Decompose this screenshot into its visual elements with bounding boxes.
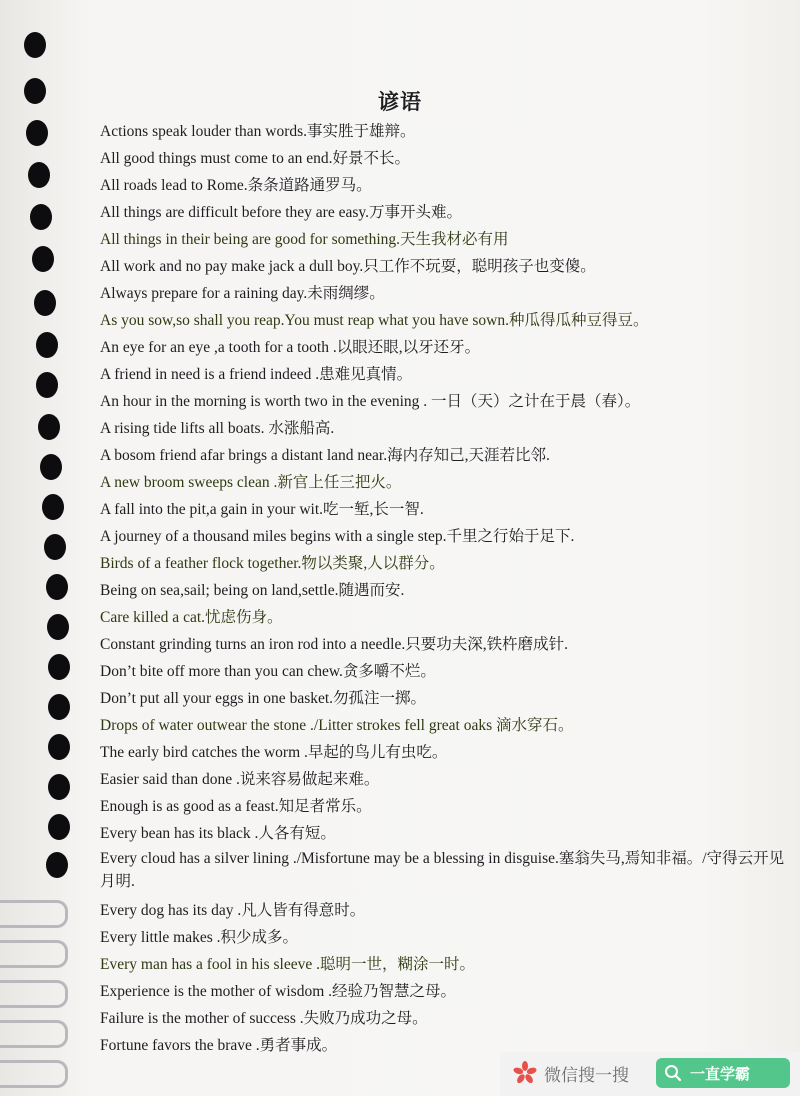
proverb-line: Every little makes .积少成多。 <box>100 929 299 946</box>
binding-hole <box>48 654 70 680</box>
proverb-line: An eye for an eye ,a tooth for a tooth .以眼还眼,以牙还牙。 <box>100 339 481 356</box>
proverb-line: As you sow,so shall you reap.You must reap what you have sown.种瓜得瓜种豆得豆。 <box>100 312 649 329</box>
watermark-search-label: 一直学霸 <box>690 1065 751 1083</box>
proverb-line: All roads lead to Rome.条条道路通罗马。 <box>100 177 372 194</box>
wechat-search-logo-icon <box>512 1060 538 1086</box>
proverb-line: A new broom sweeps clean .新官上任三把火。 <box>100 474 402 491</box>
binding-hole <box>36 372 58 398</box>
binding-hole <box>44 534 66 560</box>
proverb-line: Being on sea,sail; being on land,settle.随遇而安. <box>100 582 405 599</box>
proverb-list <box>100 118 790 1059</box>
binding-hole <box>46 852 68 878</box>
proverb-line: A journey of a thousand miles begins with a single step.千里之行始于足下. <box>100 528 575 545</box>
binding-hole <box>48 694 70 720</box>
proverb-line: A rising tide lifts all boats. 水涨船高. <box>100 420 335 437</box>
binding-hole <box>26 120 48 146</box>
proverb-line: A friend in need is a friend indeed .患难见真情。 <box>100 366 413 383</box>
wechat-search-watermark <box>500 1052 800 1096</box>
proverb-line: Always prepare for a raining day.未雨绸缪。 <box>100 285 385 302</box>
proverb-line: Care killed a cat.忧虑伤身。 <box>100 609 283 626</box>
binding-hole <box>38 414 60 440</box>
proverb-line: Don’t bite off more than you can chew.贪多嚼不烂。 <box>100 663 436 680</box>
binding-hole <box>48 734 70 760</box>
proverb-line: Every bean has its black .人各有短。 <box>100 825 336 842</box>
proverb-line: Enough is as good as a feast.知足者常乐。 <box>100 798 372 815</box>
binding-ring <box>0 1020 68 1048</box>
binding-hole <box>48 774 70 800</box>
binding-hole <box>36 332 58 358</box>
binding-hole <box>28 162 50 188</box>
binding-hole <box>48 814 70 840</box>
binding-hole <box>24 32 46 58</box>
page-title: 谚语 <box>378 90 422 114</box>
proverb-line: All work and no pay make jack a dull boy.只工作不玩耍，聪明孩子也变傻。 <box>100 258 596 275</box>
proverb-line: Experience is the mother of wisdom .经验乃智慧之母。 <box>100 983 457 1000</box>
binding-ring <box>0 900 68 928</box>
proverb-line: A fall into the pit,a gain in your wit.吃一堑,长一智. <box>100 501 424 518</box>
proverb-line: Every dog has its day .凡人皆有得意时。 <box>100 902 366 919</box>
proverb-line: The early bird catches the worm .早起的鸟儿有虫吃。 <box>100 744 448 761</box>
binding-hole <box>46 574 68 600</box>
proverb-line: Drops of water outwear the stone ./Litter strokes fell great oaks 滴水穿石。 <box>100 717 574 734</box>
proverb-line: Don’t put all your eggs in one basket.勿孤注一掷。 <box>100 690 427 707</box>
proverb-line: Fortune favors the brave .勇者事成。 <box>100 1037 338 1054</box>
binding-ring <box>0 980 68 1008</box>
proverb-line: Every cloud has a silver lining ./Misfortune may be a blessing in disguise.塞翁失马,焉知非福。/守得云开见月明. <box>100 850 785 890</box>
watermark-search-button[interactable] <box>656 1058 790 1088</box>
binding-hole <box>42 494 64 520</box>
binding-ring <box>0 1060 68 1088</box>
binding-hole <box>32 246 54 272</box>
proverb-line: All things are difficult before they are easy.万事开头难。 <box>100 204 462 221</box>
spiral-binding <box>0 0 80 1096</box>
proverb-line: An hour in the morning is worth two in the evening . 一日（天）之计在于晨（春）。 <box>100 393 641 410</box>
proverb-line: Failure is the mother of success .失败乃成功之母。 <box>100 1010 428 1027</box>
proverb-line: Easier said than done .说来容易做起来难。 <box>100 771 380 788</box>
proverb-line: Every man has a fool in his sleeve .聪明一世，糊涂一时。 <box>100 956 475 973</box>
binding-hole <box>34 290 56 316</box>
proverb-line: Constant grinding turns an iron rod into a needle.只要功夫深,铁杵磨成针. <box>100 636 568 653</box>
proverb-line: A bosom friend afar brings a distant land near.海内存知己,天涯若比邻. <box>100 447 550 464</box>
proverb-line: All things in their being are good for something.天生我材必有用 <box>100 231 509 248</box>
binding-hole <box>47 614 69 640</box>
proverb-line: Birds of a feather flock together.物以类聚,人以群分。 <box>100 555 445 572</box>
proverb-line: Actions speak louder than words.事实胜于雄辩。 <box>100 123 416 140</box>
binding-ring <box>0 940 68 968</box>
binding-hole <box>30 204 52 230</box>
search-icon <box>664 1064 682 1082</box>
watermark-app-name: 微信搜一搜 <box>544 1066 629 1086</box>
binding-hole <box>40 454 62 480</box>
proverb-line: All good things must come to an end.好景不长。 <box>100 150 410 167</box>
